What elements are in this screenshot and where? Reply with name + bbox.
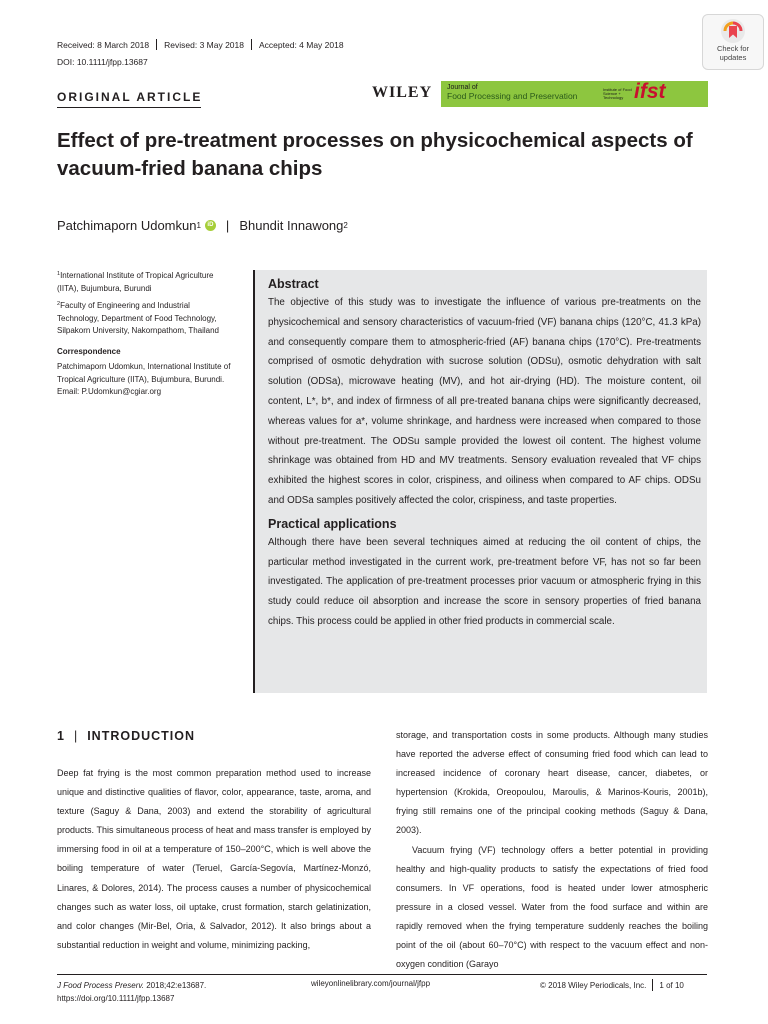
abstract-left-rule: [253, 270, 255, 693]
citation-doi-link[interactable]: https://doi.org/10.1111/jfpp.13687: [57, 994, 175, 1003]
citation-journal: J Food Process Preserv.: [57, 981, 144, 990]
section-heading-introduction: [57, 729, 195, 743]
journal-name: [447, 83, 577, 101]
article-type-rule: [57, 107, 201, 108]
check-updates-line2: updates: [719, 53, 747, 62]
accepted-date: Accepted: 4 May 2018: [259, 39, 344, 50]
divider: [156, 39, 157, 50]
abstract-heading: Abstract: [268, 277, 319, 291]
article-type: ORIGINAL ARTICLE: [57, 90, 203, 104]
correspondence-text: Patchimaporn Udomkun, International Institute of Tropical Agriculture (IITA), Bujumbura, Burundi.: [57, 362, 231, 384]
intro-paragraph-1-cont: storage, and transportation costs in some products. Although many studies have reported the adverse effect of consuming fried food which can lead to increased incidence of coronary heart disease, cancer, diabetes, or hypertension (Krokida, Oreopoulou, Maroulis, & Marinos-Kouris, 2001b), frying still remains one of the principal cooking methods (Saguy & Dana, 2003).: [396, 730, 708, 836]
article-title: Effect of pre-treatment processes on physicochemical aspects of vacuum-fried banana chips: [57, 129, 693, 180]
author-1[interactable]: Patchimaporn Udomkun: [57, 218, 197, 233]
bookmark-ribbon-icon: [720, 18, 746, 44]
divider: [251, 39, 252, 50]
intro-paragraph-2: Vacuum frying (VF) technology offers a better potential in providing healthy and high-quality products to satisfy the expectations of fried food consumers. In VF operations, food is heated under lower atmospheric pressure in a closed vessel. Water from the food surface and within are rapidly removed when the frying temperature suddenly reaches the boiling point of the oil (about 60–70°C) with respect to the vacuum effect and non-oxygen condition (Garayo: [396, 844, 708, 970]
copyright: © 2018 Wiley Periodicals, Inc.: [540, 980, 647, 990]
section-separator: |: [73, 729, 79, 743]
citation-volume: 2018;42:e13687.: [144, 981, 207, 990]
author-2-affiliation: 2: [343, 221, 348, 230]
affiliations-column: [57, 268, 232, 402]
ifst-logo: ifst: [634, 80, 666, 103]
author-1-affiliation: 1: [196, 221, 201, 230]
section-title: INTRODUCTION: [87, 729, 196, 743]
revised-date: Revised: 3 May 2018: [164, 39, 244, 50]
orcid-icon[interactable]: iD: [205, 220, 216, 231]
footer-rule: [57, 974, 707, 975]
practical-applications-text: Although there have been several techniques aimed at reducing the oil content of chips, the particular method investigated in the current work, pre-treatment before VF, has not so far been investigated. The application of pre-treatment processes prior vacuum or atmospheric frying in this study could reduce oil absorption and increase the score in sensory properties of fried banana chips. This process could be applied in other fried products in commercial scale.: [268, 536, 701, 627]
journal-name-line2: Food Processing and Preservation: [447, 91, 578, 101]
body-column-right: [396, 726, 708, 974]
correspondence-heading: Correspondence: [57, 346, 121, 356]
journal-url-link[interactable]: wileyonlinelibrary.com/journal/jfpp: [311, 979, 431, 988]
abstract-content: [268, 276, 701, 632]
author-list: [57, 218, 348, 233]
publisher-logo: WILEY: [372, 84, 433, 101]
footer-right: [540, 979, 684, 991]
publication-dates: [57, 39, 344, 50]
check-for-updates-button[interactable]: [702, 14, 764, 70]
footer-citation: [57, 979, 206, 1005]
body-column-left: [57, 764, 371, 955]
doi[interactable]: DOI: 10.1111/jfpp.13687: [57, 57, 148, 67]
journal-name-line1: Journal of: [447, 84, 478, 91]
author-2[interactable]: Bhundit Innawong: [239, 218, 344, 233]
check-updates-line1: Check for: [716, 44, 750, 53]
affiliation-1: $^1$International Institute of Tropical Agriculture (IITA), Bujumbura, Burundi: [57, 271, 214, 293]
divider: [652, 979, 653, 991]
page-number: 1 of 10: [659, 980, 684, 990]
author-separator: |: [225, 218, 230, 233]
institute-name: Institute of Food Science + Technology: [603, 87, 632, 100]
correspondence-email[interactable]: Email: P.Udomkun@cgiar.org: [57, 387, 162, 396]
intro-paragraph-1: Deep fat frying is the most common preparation method used to increase unique and distinctive qualities of flavor, color, appearance, taste, aroma, and texture (Saguy & Dana, 2003) and extend the storability of agricultural products. This simultaneous process of heat and mass transfer is employed by immersing food in oil at a temperature of 150–200°C, which is well above the boiling temperature of water (Teruel, García-Segovía, Martínez-Monzó, Linares, & Dolores, 2014). The process causes a number of physicochemical changes such as water loss, oil uptake, crust formation, starch gelatinization, and color changes (Mir-Bel, Oria, & Salvador, 2012). It also brings about a substantial reduction in weight and volume, minimizing packing,: [57, 768, 371, 950]
received-date: Received: 8 March 2018: [57, 39, 150, 50]
affiliation-2: $^2$Faculty of Engineering and Industrial Technology, Department of Food Technology, Silpakorn University, Nakornpathom, Thailand: [57, 301, 220, 335]
abstract-text: The objective of this study was to investigate the influence of various pre-treatments on the physicochemical and sensory characteristics of vacuum-fried (VF) banana chips (120°C, 41.3 kPa) and consequently compare them to atmospheric-fried (AF) banana chips (170°C). Pre-treatments comprised of osmotic dehydration with sucrose solution (ODSu), osmotic dehydration with salt solution (ODSa), microwave heating (MV), and hot air-drying (HD). The moisture content, oil content, L*, b*, and index of firmness of all pre-treated banana chips were significantly decreased, whereas values for a*, volume shrinkage, and hardness were increased when compared to those without pre-treatment. The ODSu sample provided the lowest oil content. The highest volume shrinkage was obtained from HD and MV treatments. Sensory evaluation revealed that VF chips exhibited the highest scores in color, crispiness, and oiliness when compared to AF chips. ODSu and ODSa samples positively affected the color, crispiness, and taste properties.: [268, 297, 701, 506]
section-number: 1: [57, 729, 65, 743]
abstract-box: [253, 270, 707, 693]
practical-applications-heading: Practical applications: [268, 516, 397, 531]
